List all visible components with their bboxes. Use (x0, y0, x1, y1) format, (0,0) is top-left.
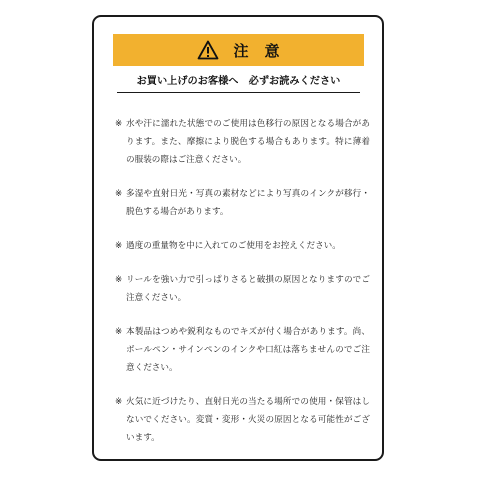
note-text: 本製品はつめや鋭利なものでキズが付く場合があります。尚、ボールペン・サインペンのインクや口紅は落ちませんのでご注意ください。 (126, 327, 370, 373)
note-text: 火気に近づけたり、直射日光の当たる場所での使用・保管はしないでください。変質・変形・火災の原因となる可能性がございます。 (126, 397, 370, 443)
note-item (115, 115, 370, 169)
note-text: 多湿や直射日光・写真の素材などにより写真のインクが移行・脱色する場合があります。 (126, 189, 370, 217)
note-mark: ※ (115, 119, 123, 129)
note-mark: ※ (115, 275, 123, 285)
note-item (115, 185, 370, 221)
note-item (115, 271, 370, 307)
caution-card (92, 15, 384, 461)
note-mark: ※ (115, 241, 123, 251)
note-item (115, 237, 370, 255)
warning-triangle-icon (197, 40, 219, 60)
note-mark: ※ (115, 397, 123, 407)
note-mark: ※ (115, 189, 123, 199)
note-text: 水や汗に濡れた状態でのご使用は色移行の原因となる場合があります。また、摩擦により脱色する場合もあります。特に薄着の服装の際はご注意ください。 (126, 119, 370, 165)
note-text: 過度の重量物を中に入れてのご使用をお控えください。 (126, 241, 341, 251)
subtitle: お買い上げのお客様へ 必ずお読みください (117, 72, 360, 93)
banner-title: 注意 (233, 41, 296, 60)
caution-banner (113, 34, 364, 66)
note-mark: ※ (115, 327, 123, 337)
note-item (115, 393, 370, 447)
note-text: リールを強い力で引っぱりさると破損の原因となりますのでご注意ください。 (126, 275, 370, 303)
note-item (115, 323, 370, 377)
notes-list (115, 115, 370, 463)
